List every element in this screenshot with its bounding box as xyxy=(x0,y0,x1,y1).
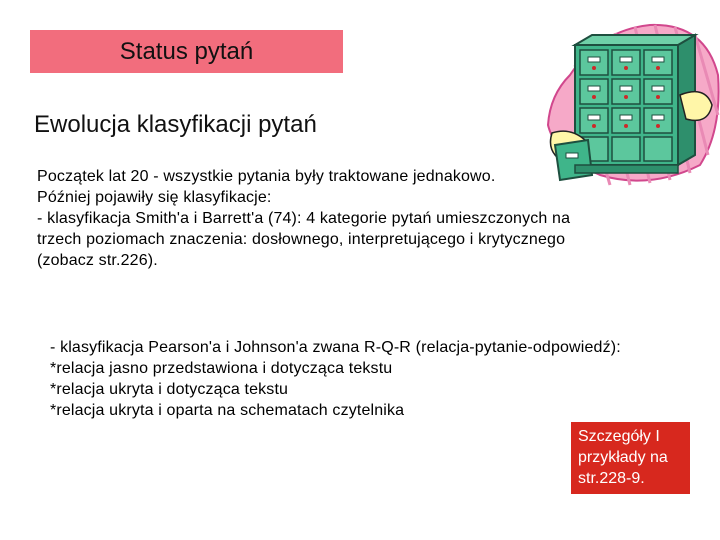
slide-title: Status pytań xyxy=(119,37,254,65)
text-line: Później pojawiły się klasyfikacje: xyxy=(37,189,272,206)
callout-line: str.228-9. xyxy=(578,470,645,487)
callout-line: przykłady na xyxy=(578,449,668,466)
slide-subtitle: Ewolucja klasyfikacji pytań xyxy=(34,111,317,138)
text-line: - klasyfikacja Pearson'a i Johnson'a zwana R-Q-R (relacja-pytanie-odpowiedź): xyxy=(50,339,621,356)
text-line: *relacja ukryta i oparta na schematach czytelnika xyxy=(50,402,405,419)
text-line: *relacja ukryta i dotycząca tekstu xyxy=(50,381,289,398)
text-line: (zobacz str.226). xyxy=(37,252,158,269)
callout-line: Szczegóły I xyxy=(578,428,660,445)
slide-title-box xyxy=(30,30,343,73)
details-callout xyxy=(571,422,690,494)
filing-cabinet-clipart-icon xyxy=(530,15,720,200)
text-line: Początek lat 20 - wszystkie pytania były traktowane jednakowo. xyxy=(37,168,496,185)
text-line: - klasyfikacja Smith'a i Barrett'a (74): 4 kategorie pytań umieszczonych na xyxy=(37,210,571,227)
text-line: *relacja jasno przedstawiona i dotycząca tekstu xyxy=(50,360,393,377)
text-line: trzech poziomach znaczenia: dosłownego, interpretującego i krytycznego xyxy=(37,231,566,248)
paragraph-rqr xyxy=(50,337,700,421)
